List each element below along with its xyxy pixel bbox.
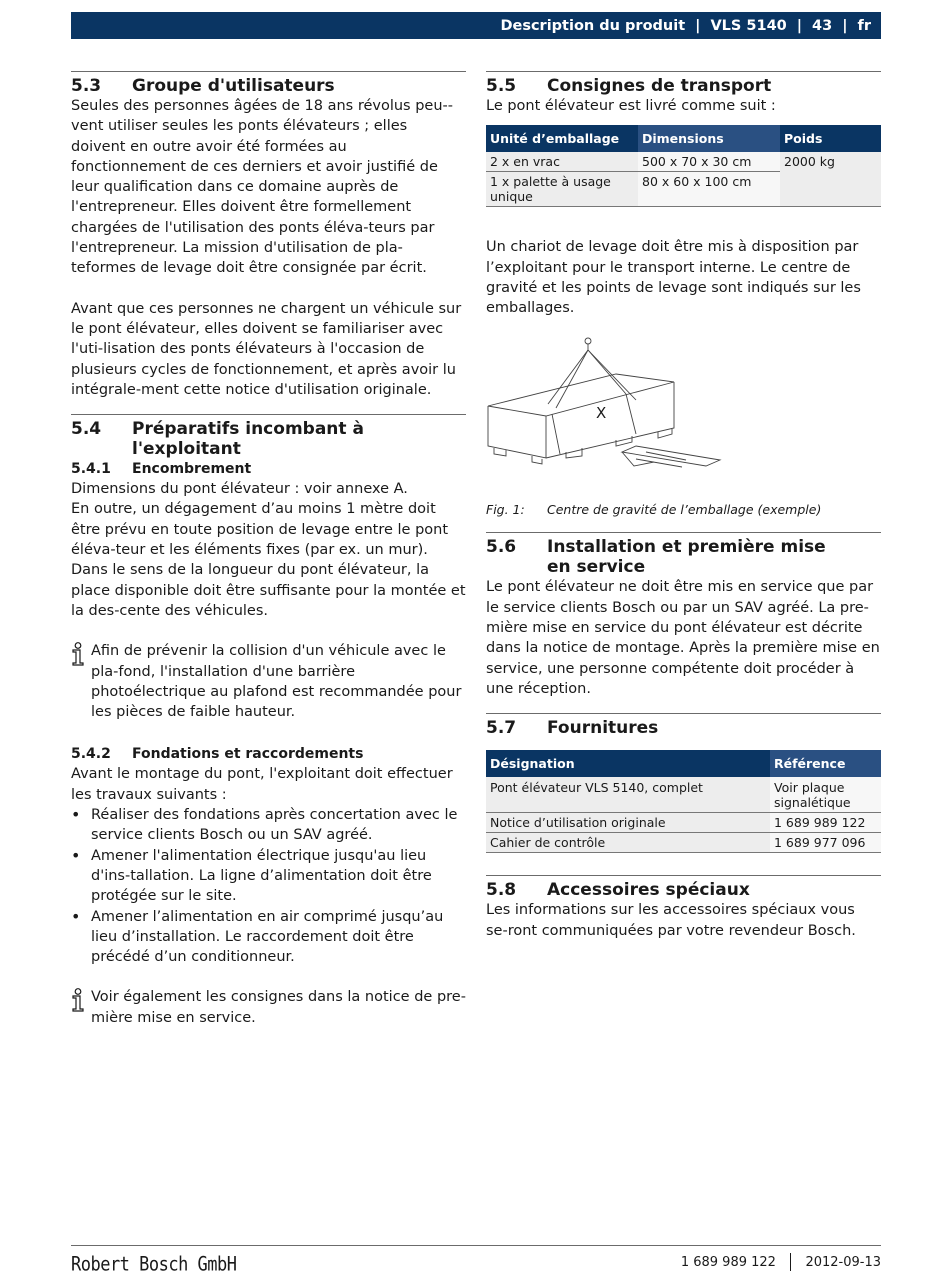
- section-divider: [71, 71, 466, 72]
- header-language: fr: [857, 17, 871, 34]
- header-page-number: 43: [812, 17, 833, 34]
- header-section: Description du produit: [500, 17, 686, 34]
- section-5-3-paragraph-2: Avant que ces personnes ne chargent un véhicule sur le pont élévateur, elles doivent se familiariser avec l'uti-lisation des ponts élévateurs à l'occasion de plusieurs cycles de fonctionnement, et après avoir lu intégrale-ment cette notice d'utilisation originale.: [71, 300, 462, 398]
- section-5-3-paragraph-1: Seules des personnes âgées de 18 ans révolus peu-vent utiliser seules les ponts élévateurs ; elles doivent en outre avoir été formées au fonctionnement de ces derniers et avoir justifié de leur qualification dans ce domaine auprès de l'entrepreneur. Elles doivent être formellement chargées de l'utilisation des ponts éléva-teurs par l'entrepreneur. La mission d'utilisation de pla-teformes de levage doit être consignée par écrit.: [71, 98, 454, 277]
- info-note: Afin de prévenir la collision d'un véhicule avec le pla-fond, l'installation d'une barrière photoélectrique au plafond est recommandée pour les pièces de faible hauteur.: [71, 641, 466, 722]
- section-5-4-2-paragraph: Avant le montage du pont, l'exploitant doit effectuer les travaux suivants :: [71, 766, 453, 803]
- requirements-list: [71, 805, 466, 967]
- section-divider: [71, 414, 466, 415]
- packaging-figure: [486, 334, 881, 474]
- section-5-4-1-paragraph-3: Dans le sens de la longueur du pont élévateur, la place disponible doit être suffisante pour la montée et la des-cente des véhicules.: [71, 562, 466, 619]
- table-row: Notice d’utilisation originale 1 689 989 122: [486, 813, 881, 833]
- company-logo: Robert Bosch GmbH: [71, 1253, 237, 1276]
- table-row: 2 x en vrac 500 x 70 x 30 cm 2000 kg: [486, 152, 881, 172]
- right-column: [486, 71, 881, 941]
- section-divider: [486, 532, 881, 533]
- section-5-8-paragraph: Les informations sur les accessoires spéciaux vous se-ront communiquées par votre revendeur Bosch.: [486, 902, 856, 939]
- info-icon: [71, 987, 91, 1012]
- table-row: Pont élévateur VLS 5140, complet Voir plaque signalétique: [486, 777, 881, 813]
- section-5-8-heading: 5.8 Accessoires spéciaux: [486, 880, 750, 901]
- page-header: Description du produit | VLS 5140 | 43 | fr: [71, 12, 881, 39]
- section-5-7-heading: 5.7 Fournitures: [486, 718, 659, 739]
- section-5-4-1-heading: 5.4.1 Encombrement: [71, 461, 252, 478]
- table-row: 1 x palette à usage unique 80 x 60 x 100 cm: [486, 172, 881, 207]
- header-model: VLS 5140: [710, 17, 787, 34]
- footer-divider: [71, 1245, 881, 1246]
- info-note: Voir également les consignes dans la notice de pre-mière mise en service.: [71, 987, 466, 1028]
- section-5-3-heading: 5.3 Groupe d'utilisateurs: [71, 76, 335, 96]
- section-5-4-heading: 5.4 Préparatifs incombant à l'exploitant: [71, 419, 364, 460]
- table-row: Cahier de contrôle 1 689 977 096: [486, 833, 881, 853]
- section-5-6-heading: 5.6 Installation et première mise en service: [486, 537, 826, 578]
- section-5-6-paragraph: Le pont élévateur ne doit être mis en service que par le service clients Bosch ou par un SAV agréé. La pre-mière mise en service du pont élévateur est décrite dans la notice de montage. Après la première mise en service, une personne compétente doit procéder à une réception.: [486, 579, 880, 697]
- section-5-5-intro: Le pont élévateur est livré comme suit :: [486, 98, 776, 114]
- section-5-4-1-paragraph-1: Dimensions du pont élévateur : voir annexe A.: [71, 481, 408, 498]
- section-5-4-2-heading: 5.4.2 Fondations et raccordements: [71, 746, 364, 763]
- section-divider: [486, 713, 881, 714]
- figure-caption: Fig. 1: Centre de gravité de l’emballage (exemple): [486, 502, 822, 518]
- section-divider: [486, 875, 881, 876]
- list-item: • Amener l’alimentation en air comprimé jusqu’au lieu d’installation. Le raccordement doit être précédé d’un conditionneur.: [71, 906, 444, 966]
- info-icon: [71, 641, 91, 666]
- left-column: [71, 71, 466, 1028]
- section-5-5-heading: 5.5 Consignes de transport: [486, 76, 772, 96]
- section-5-5-paragraph: Un chariot de levage doit être mis à disposition par l’exploitant pour le transport interne. Le centre de gravité et les points de levage sont indiqués sur les emballages.: [486, 239, 861, 317]
- document-number: 1 689 989 122: [680, 1254, 776, 1270]
- list-item: • Réaliser des fondations après concertation avec le service clients Bosch ou un SAV agréé.: [71, 805, 458, 844]
- document-date: 2012-09-13: [805, 1254, 881, 1270]
- list-item: • Amener l'alimentation électrique jusqu'au lieu d'ins-tallation. La ligne d’alimentation doit être protégée sur le site.: [71, 845, 432, 905]
- crate-lifting-illustration: [486, 334, 746, 474]
- section-divider: [486, 71, 881, 72]
- packaging-table: Unité d’emballage Dimensions Poids 2 x en vrac 500 x 70 x 30 cm 2000 kg 1 x palette à usage unique 80 x 60 x 100 cm: [486, 125, 881, 207]
- footer-info: [681, 1253, 881, 1271]
- section-5-4-1-paragraph-2: En outre, un dégagement d’au moins 1 mètre doit être prévu en toute position de levage entre le pont éléva-teur et les éléments fixes (par ex. un mur).: [71, 501, 449, 559]
- center-of-gravity-mark: X: [596, 404, 607, 423]
- supplies-table: Désignation Référence Pont élévateur VLS 5140, complet Voir plaque signalétique Notice d’utilisation originale 1 689 989 122 Cahier de contrôle 1 689 977 096: [486, 750, 881, 853]
